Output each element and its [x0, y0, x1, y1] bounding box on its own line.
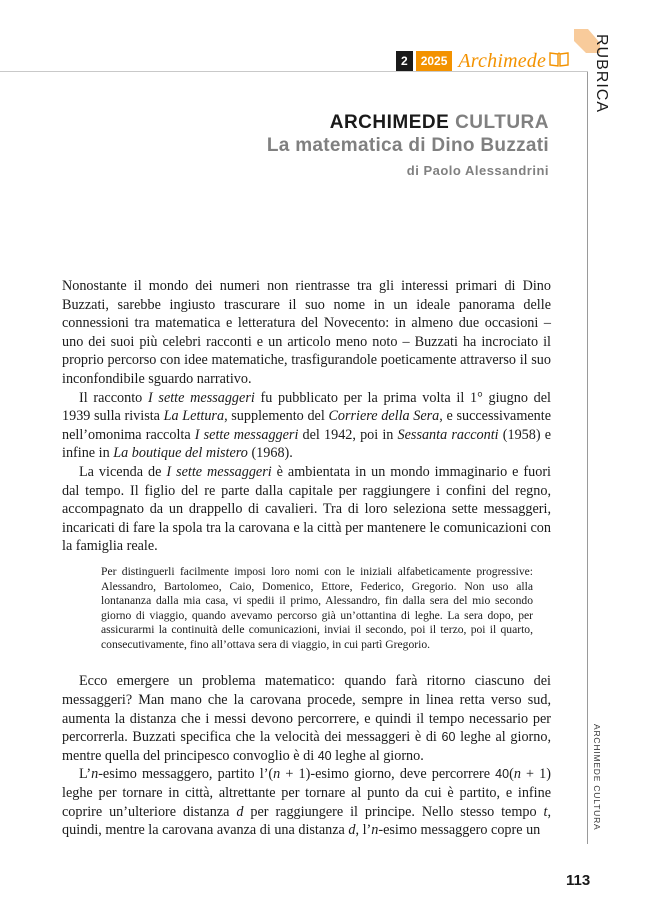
- article-title: La matematica di Dino Buzzati: [266, 135, 549, 156]
- margin-rule: [587, 72, 588, 844]
- issue-number: 2: [396, 51, 413, 71]
- article-body: [62, 277, 551, 840]
- side-section-label: ARCHIMEDE CULTURA: [592, 724, 602, 831]
- open-book-icon: [549, 51, 569, 72]
- paragraph-1: Nonostante il mondo dei numeri non rientrasse tra gli interessi primari di Dino Buzzati, sarebbe ingiusto trascurare il suo nome in un ideale panorama delle connessioni tra matematica e letteratura del Novecento: in almeno due occasioni – uno dei suoi più celebri racconti e un articolo meno noto – Buzzati ha incrociato il proprio percorso con idee matematiche, trasfigurandole poeticamente attraverso il suo inconfondibile sguardo narrativo.: [62, 278, 551, 387]
- magazine-name: Archimede: [458, 49, 547, 72]
- masthead: [396, 50, 569, 72]
- block-quote: Per distinguerli facilmente imposi loro nomi con le iniziali alfabeticamente progressive: Alessandro, Bartolomeo, Caio, Domenico, Ettore, Federico, Gregorio. Non uso alla lontananza dalla mia casa, vi spedii il primo, Alessandro, fin dalla sera del mio secondo giorno di viaggio, quando avevamo percorso già un’ottantina di leghe. La sera dopo, per assicurarmi la continuità delle comunicazioni, inviai il secondo, poi il terzo, poi il quarto, consecutivamente, fino all’ottava sera di viaggio, in cui partì Gregorio.: [101, 564, 533, 651]
- column-title-main: ARCHIMEDE: [329, 112, 450, 133]
- paragraph-4: Ecco emergere un problema matematico: quando farà ritorno ciascuno dei messaggeri? Man mano che la carovana procede, sempre in linea retta verso sud, aumenta la distanza che i messi devono percorrere, e quindi il tempo necessario per percorrerla. Buzzati specifica che la velocità dei messaggeri è di 60 leghe al giorno, mentre quella del principesco convoglio è di 40 leghe al giorno.: [62, 673, 551, 764]
- paragraph-3: La vicenda de I sette messaggeri è ambientata in un mondo immaginario e fuori dal tempo. Il figlio del re parte dalla capitale per raggiungere i confini del regno, accompagnato da un drappello di cavalieri. Tra di loro seleziona sette messaggeri, incaricati di fare la spola tra la carovana e la città per mantenere le comunicazioni con la famiglia reale.: [62, 463, 551, 555]
- column-title-accent: CULTURA: [455, 112, 549, 133]
- issue-year: 2025: [416, 51, 453, 71]
- section-label: RUBRICA: [593, 34, 610, 114]
- paragraph-2: Il racconto I sette messaggeri fu pubblicato per la prima volta il 1° giugno del 1939 sulla rivista La Lettura, supplemento del Corriere della Sera, e successivamente nell’omonima raccolta I sette messaggeri del 1942, poi in Sessanta racconti (1958) e infine in La boutique del mistero (1968).: [62, 389, 552, 462]
- author-byline: di Paolo Alessandrini: [406, 163, 549, 178]
- article-heading: [267, 112, 549, 182]
- header-rule: [0, 71, 588, 72]
- column-title: [267, 112, 549, 134]
- page-number: 113: [566, 872, 591, 889]
- paragraph-5: L’n-esimo messaggero, partito l’(n + 1)-esimo giorno, deve percorrere 40(n + 1) leghe per tornare in città, altrettante per tornare al punto da cui è partito, e infine coprire un’ulteriore distanza d per raggiungere il principe. Nello stesso tempo t, quindi, mentre la carovana avanza di una distanza d, l’n-esimo messaggero copre un: [62, 766, 552, 839]
